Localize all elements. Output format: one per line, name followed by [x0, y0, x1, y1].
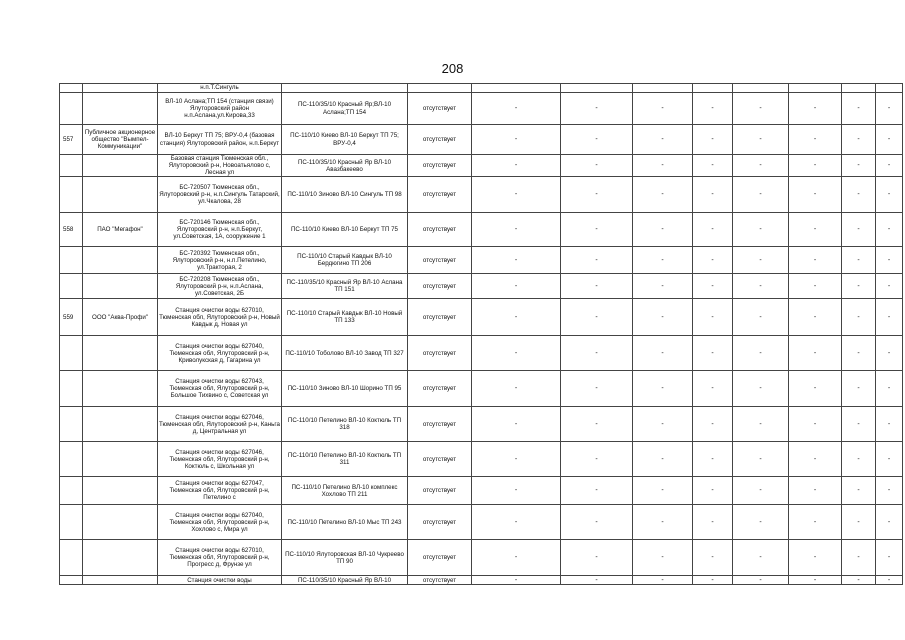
value-cell: -	[876, 371, 903, 407]
status-cell: отсутствует	[408, 505, 472, 540]
value-cell: -	[472, 177, 561, 213]
value-cell: -	[693, 371, 733, 407]
value-cell: -	[561, 93, 633, 125]
value-cell: -	[472, 540, 561, 576]
table-row	[60, 540, 903, 576]
value-cell: -	[842, 576, 876, 585]
value-cell: -	[693, 213, 733, 247]
value-cell: -	[733, 274, 789, 299]
row-number-cell: 557	[60, 125, 83, 155]
row-number-cell: 559	[60, 299, 83, 336]
feed-center-cell: ПС-110/10 Петелино ВЛ-10 Коктюль ТП 311	[282, 442, 408, 477]
value-cell: -	[693, 93, 733, 125]
value-cell: -	[472, 155, 561, 177]
organization-cell	[83, 274, 158, 299]
organization-cell	[83, 505, 158, 540]
object-cell: Базовая станция Тюменская обл., Ялуторовский р-н, Новоатьялово с, Лесная ул	[158, 155, 282, 177]
value-cell: -	[876, 336, 903, 371]
row-number-cell	[60, 93, 83, 125]
value-cell: -	[693, 442, 733, 477]
row-number-cell	[60, 442, 83, 477]
organization-cell: ООО "Аква-Профи"	[83, 299, 158, 336]
page-number: 208	[441, 61, 464, 76]
value-cell: -	[633, 93, 693, 125]
status-cell: отсутствует	[408, 213, 472, 247]
status-cell: отсутствует	[408, 336, 472, 371]
value-cell: -	[733, 371, 789, 407]
value-cell: -	[633, 274, 693, 299]
table-row	[60, 371, 903, 407]
value-cell: -	[693, 576, 733, 585]
value-cell: -	[693, 407, 733, 442]
object-cell: Станция очистки воды 627043, Тюменская обл, Ялуторовский р-н, Большое Тихвино с, Советская ул	[158, 371, 282, 407]
value-cell: -	[876, 299, 903, 336]
feed-center-cell: ПС-110/10 Киево ВЛ-10 Беркут ТП 75	[282, 213, 408, 247]
value-cell: -	[733, 336, 789, 371]
organization-cell	[83, 84, 158, 93]
organization-cell: Публичное акционерное общество "Вымпел-Коммуникации"	[83, 125, 158, 155]
object-cell: БС-720146 Тюменская обл., Ялуторовский р-н, н.п.Беркут, ул.Советская, 1А, сооружение 1	[158, 213, 282, 247]
organization-cell	[83, 576, 158, 585]
table-row	[60, 505, 903, 540]
value-cell: -	[733, 540, 789, 576]
row-number-cell	[60, 274, 83, 299]
value-cell: -	[733, 125, 789, 155]
feed-center-cell: ПС-110/10 Старый Кавдык ВЛ-10 Новый ТП 133	[282, 299, 408, 336]
feed-center-cell: ПС-110/10 Зиново ВЛ-10 Сингуль ТП 98	[282, 177, 408, 213]
value-cell: -	[842, 477, 876, 505]
value-cell: -	[633, 155, 693, 177]
value-cell: -	[789, 247, 842, 274]
status-cell: отсутствует	[408, 93, 472, 125]
value-cell: -	[842, 93, 876, 125]
table-row	[60, 407, 903, 442]
feed-center-cell: ПС-110/35/10 Красный Яр ВЛ-10 Авазбакеево	[282, 155, 408, 177]
value-cell: -	[561, 407, 633, 442]
value-cell: -	[876, 155, 903, 177]
value-cell: -	[842, 125, 876, 155]
value-cell: -	[633, 336, 693, 371]
value-cell: -	[472, 247, 561, 274]
value-cell: -	[633, 177, 693, 213]
status-cell: отсутствует	[408, 477, 472, 505]
table-row	[60, 477, 903, 505]
value-cell: -	[693, 505, 733, 540]
value-cell: -	[789, 336, 842, 371]
object-cell: н.п.Т.Сингуль	[158, 84, 282, 93]
value-cell: -	[693, 125, 733, 155]
feed-center-cell: ПС-110/10 Петелино ВЛ-10 Коктюль ТП 318	[282, 407, 408, 442]
value-cell: -	[561, 477, 633, 505]
object-cell: Станция очистки воды 627040, Тюменская обл, Ялуторовский р-н, Хохлово с, Мира ул	[158, 505, 282, 540]
value-cell: -	[693, 540, 733, 576]
value-cell: -	[876, 407, 903, 442]
value-cell	[733, 84, 789, 93]
value-cell: -	[561, 155, 633, 177]
value-cell: -	[842, 299, 876, 336]
value-cell: -	[876, 274, 903, 299]
organization-cell	[83, 93, 158, 125]
table-row	[60, 442, 903, 477]
value-cell	[693, 84, 733, 93]
object-cell: ВЛ-10 Аслана;ТП 154 (станция связи) Ялуторовский район н.п.Аслана,ул.Кирова,33	[158, 93, 282, 125]
value-cell: -	[733, 407, 789, 442]
value-cell: -	[633, 213, 693, 247]
value-cell: -	[876, 540, 903, 576]
value-cell: -	[693, 177, 733, 213]
value-cell: -	[693, 299, 733, 336]
status-cell: отсутствует	[408, 125, 472, 155]
feed-center-cell: ПС-110/10 Зиново ВЛ-10 Шорино ТП 95	[282, 371, 408, 407]
value-cell: -	[733, 93, 789, 125]
value-cell: -	[733, 477, 789, 505]
value-cell: -	[733, 247, 789, 274]
value-cell: -	[472, 442, 561, 477]
value-cell: -	[633, 247, 693, 274]
value-cell: -	[789, 93, 842, 125]
document-table	[59, 83, 903, 585]
value-cell: -	[876, 442, 903, 477]
value-cell: -	[693, 274, 733, 299]
value-cell: -	[561, 125, 633, 155]
object-cell: БС-720392 Тюменская обл., Ялуторовский р-н, н.п.Петелино, ул.Тракторая, 2	[158, 247, 282, 274]
value-cell: -	[472, 505, 561, 540]
value-cell: -	[733, 299, 789, 336]
value-cell: -	[561, 540, 633, 576]
value-cell: -	[472, 477, 561, 505]
feed-center-cell: ПС-110/35/10 Красный Яр ВЛ-10	[282, 576, 408, 585]
table-row	[60, 336, 903, 371]
feed-center-cell	[282, 84, 408, 93]
value-cell: -	[789, 177, 842, 213]
status-cell: отсутствует	[408, 576, 472, 585]
organization-cell	[83, 477, 158, 505]
value-cell: -	[789, 125, 842, 155]
value-cell: -	[842, 407, 876, 442]
value-cell: -	[789, 540, 842, 576]
row-number-cell	[60, 477, 83, 505]
value-cell: -	[842, 247, 876, 274]
value-cell: -	[876, 177, 903, 213]
value-cell	[789, 84, 842, 93]
row-number-cell	[60, 177, 83, 213]
value-cell	[472, 84, 561, 93]
value-cell: -	[842, 155, 876, 177]
value-cell: -	[733, 177, 789, 213]
row-number-cell	[60, 407, 83, 442]
value-cell	[842, 84, 876, 93]
value-cell: -	[561, 247, 633, 274]
value-cell: -	[789, 407, 842, 442]
status-cell: отсутствует	[408, 274, 472, 299]
value-cell: -	[842, 177, 876, 213]
row-number-cell	[60, 540, 83, 576]
value-cell: -	[876, 576, 903, 585]
value-cell: -	[633, 407, 693, 442]
organization-cell	[83, 407, 158, 442]
object-cell: ВЛ-10 Беркут ТП 75; ВРУ-0,4 (базовая станция) Ялуторовский район, н.п.Беркут	[158, 125, 282, 155]
value-cell: -	[842, 336, 876, 371]
value-cell: -	[789, 576, 842, 585]
value-cell: -	[472, 274, 561, 299]
value-cell: -	[733, 213, 789, 247]
row-number-cell	[60, 576, 83, 585]
status-cell: отсутствует	[408, 540, 472, 576]
object-cell: Станция очистки воды 627047, Тюменская обл, Ялуторовский р-н, Петелино с	[158, 477, 282, 505]
row-number-cell	[60, 371, 83, 407]
value-cell: -	[842, 540, 876, 576]
value-cell: -	[633, 442, 693, 477]
status-cell: отсутствует	[408, 299, 472, 336]
organization-cell	[83, 155, 158, 177]
value-cell: -	[693, 155, 733, 177]
value-cell	[561, 84, 633, 93]
table-row	[60, 84, 903, 93]
value-cell: -	[561, 336, 633, 371]
object-cell: Станция очистки воды 627046, Тюменская обл, Ялуторовский р-н, Каньга д, Центральная ул	[158, 407, 282, 442]
value-cell: -	[633, 125, 693, 155]
table-row	[60, 177, 903, 213]
value-cell: -	[693, 477, 733, 505]
feed-center-cell: ПС-110/10 Тоболово ВЛ-10 Завод ТП 327	[282, 336, 408, 371]
value-cell: -	[842, 505, 876, 540]
value-cell: -	[472, 125, 561, 155]
organization-cell	[83, 177, 158, 213]
value-cell: -	[633, 299, 693, 336]
value-cell: -	[876, 477, 903, 505]
table-row	[60, 125, 903, 155]
value-cell: -	[561, 299, 633, 336]
value-cell: -	[561, 274, 633, 299]
value-cell: -	[561, 177, 633, 213]
object-cell: Станция очистки воды	[158, 576, 282, 585]
value-cell: -	[789, 371, 842, 407]
value-cell: -	[633, 371, 693, 407]
value-cell: -	[472, 336, 561, 371]
value-cell: -	[876, 247, 903, 274]
row-number-cell	[60, 336, 83, 371]
value-cell: -	[842, 274, 876, 299]
value-cell: -	[789, 442, 842, 477]
organization-cell	[83, 247, 158, 274]
value-cell: -	[693, 247, 733, 274]
value-cell: -	[842, 213, 876, 247]
value-cell	[876, 84, 903, 93]
table-row	[60, 299, 903, 336]
status-cell: отсутствует	[408, 407, 472, 442]
table-row	[60, 576, 903, 585]
value-cell: -	[876, 505, 903, 540]
object-cell: Станция очистки воды 627010, Тюменская обл, Ялуторовский р-н, Прогресс д, Фрунзе ул	[158, 540, 282, 576]
object-cell: Станция очистки воды 627046, Тюменская обл, Ялуторовский р-н, Коктюль с, Школьная ул	[158, 442, 282, 477]
status-cell: отсутствует	[408, 177, 472, 213]
value-cell: -	[733, 576, 789, 585]
value-cell: -	[633, 576, 693, 585]
value-cell: -	[561, 576, 633, 585]
value-cell: -	[789, 505, 842, 540]
value-cell: -	[561, 505, 633, 540]
value-cell: -	[789, 155, 842, 177]
table-row	[60, 274, 903, 299]
feed-center-cell: ПС-110/10 Ялуторовская ВЛ-10 Чукреево ТП 90	[282, 540, 408, 576]
value-cell: -	[876, 93, 903, 125]
organization-cell	[83, 540, 158, 576]
object-cell: БС-720507 Тюменская обл., Ялуторовский р-н, н.п.Сингуль Татарский, ул.Чкалова, 28	[158, 177, 282, 213]
value-cell: -	[693, 336, 733, 371]
feed-center-cell: ПС-110/35/10 Красный Яр;ВЛ-10 Аслана;ТП 154	[282, 93, 408, 125]
organization-cell	[83, 336, 158, 371]
value-cell: -	[789, 477, 842, 505]
object-cell: Станция очистки воды 627040, Тюменская обл, Ялуторовский р-н, Криволукская д, Гагарина ул	[158, 336, 282, 371]
object-cell: Станция очистки воды 627010, Тюменская обл, Ялуторовский р-н, Новый Кавдык д, Новая ул	[158, 299, 282, 336]
value-cell	[633, 84, 693, 93]
value-cell: -	[561, 442, 633, 477]
status-cell: отсутствует	[408, 155, 472, 177]
value-cell: -	[633, 505, 693, 540]
value-cell: -	[842, 442, 876, 477]
table-row	[60, 213, 903, 247]
status-cell: отсутствует	[408, 371, 472, 407]
value-cell: -	[472, 407, 561, 442]
status-cell: отсутствует	[408, 247, 472, 274]
feed-center-cell: ПС-110/10 Старый Кавдык ВЛ-10 Бердюгино ТП 206	[282, 247, 408, 274]
value-cell: -	[733, 505, 789, 540]
table-row	[60, 247, 903, 274]
feed-center-cell: ПС-110/10 Киево ВЛ-10 Беркут ТП 75; ВРУ-0,4	[282, 125, 408, 155]
organization-cell	[83, 442, 158, 477]
row-number-cell	[60, 84, 83, 93]
value-cell: -	[472, 93, 561, 125]
value-cell: -	[842, 371, 876, 407]
value-cell: -	[472, 213, 561, 247]
value-cell: -	[561, 371, 633, 407]
value-cell: -	[876, 213, 903, 247]
value-cell: -	[633, 477, 693, 505]
object-cell: БС-720208 Тюменская обл., Ялуторовский р-н, н.п.Аслана, ул.Советская, 2Б	[158, 274, 282, 299]
value-cell: -	[561, 213, 633, 247]
value-cell: -	[733, 442, 789, 477]
organization-cell	[83, 371, 158, 407]
value-cell: -	[633, 540, 693, 576]
value-cell: -	[789, 299, 842, 336]
row-number-cell	[60, 247, 83, 274]
value-cell: -	[472, 371, 561, 407]
status-cell	[408, 84, 472, 93]
value-cell: -	[789, 213, 842, 247]
row-number-cell: 558	[60, 213, 83, 247]
organization-cell: ПАО "Мегафон"	[83, 213, 158, 247]
value-cell: -	[733, 155, 789, 177]
feed-center-cell: ПС-110/10 Петелино ВЛ-10 комплекс Хохлово ТП 211	[282, 477, 408, 505]
table-row	[60, 155, 903, 177]
feed-center-cell: ПС-110/35/10 Красный Яр ВЛ-10 Аслана ТП 151	[282, 274, 408, 299]
status-cell: отсутствует	[408, 442, 472, 477]
value-cell: -	[876, 125, 903, 155]
value-cell: -	[472, 299, 561, 336]
row-number-cell	[60, 505, 83, 540]
value-cell: -	[789, 274, 842, 299]
value-cell: -	[472, 576, 561, 585]
feed-center-cell: ПС-110/10 Петелино ВЛ-10 Мыс ТП 243	[282, 505, 408, 540]
table-row	[60, 93, 903, 125]
row-number-cell	[60, 155, 83, 177]
